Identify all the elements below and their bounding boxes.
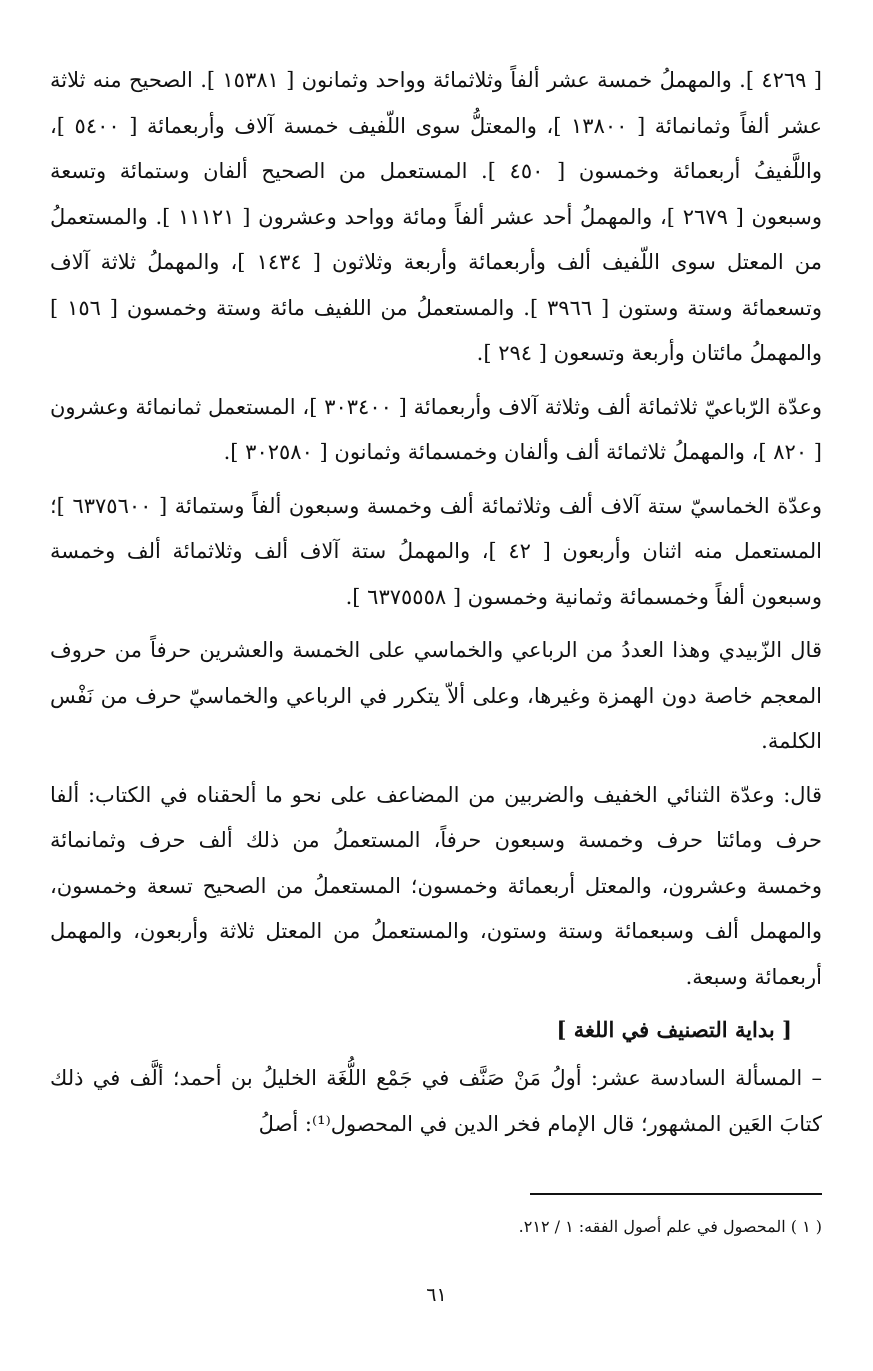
paragraph-counts-thulathi: [ ٤٢٦٩ ]. والمهملُ خمسة عشر ألفاً وثلاثمائة وواحد وثمانون [ ١٥٣٨١ ]. الصحيح منه ثلاثة عشر ألفاً وثمانمائة [ ١٣٨٠٠ ]، والمعتلُّ سوى اللّفيف خمسة آلاف وأربعمائة [ ٥٤٠٠ ]، واللَّفيفُ أربعمائة وخمسون [ ٤٥٠ ]. المستعمل من الصحيح ألفان وستمائة وتسعة وسبعون [ ٢٦٧٩ ]، والمهملُ أحد عشر ألفاً ومائة وواحد وعشرون [ ١١١٢١ ]. والمستعملُ من المعتل سوى اللّفيف ألف وأربعمائة وأربعة وثلاثون [ ١٤٣٤ ]، والمهملُ ثلاثة آلاف وتسعمائة وستة وستون [ ٣٩٦٦ ]. والمستعملُ من اللفيف مائة وستة وخمسون [ ١٥٦ ] والمهملُ مائتان وأربعة وتسعون [ ٢٩٤ ].	[50, 68, 822, 365]
paragraph-counts-khumasi: وعدّة الخماسيّ ستة آلاف ألف وثلاثمائة ألف وخمسة وسبعون ألفاً وستمائة [ ٦٣٧٥٦٠٠ ]؛ المستعمل منه اثنان وأربعون [ ٤٢ ]، والمهملُ ستة آلاف ألف وثلاثمائة ألف وخمسة وسبعون ألفاً وخمسمائة وثمانية وخمسون [ ٦٣٧٥٥٥٨ ].	[50, 493, 823, 609]
footnote-divider	[530, 1193, 822, 1195]
footnote-1: ( ١ ) المحصول في علم أصول الفقه: ١ / ٢١٢.	[518, 1217, 822, 1236]
paragraph-zubaidi-note: قال الزّبيدي وهذا العددُ من الرباعي والخماسي على الخمسة والعشرين حرفاً من حروف المعجم خاصة دون الهمزة وغيرها، وعلى ألاّ يتكرر في الرباعي والخماسيّ حرف من نَفْس الكلمة.	[50, 638, 822, 753]
paragraph-counts-rubai: وعدّة الرّباعيّ ثلاثمائة ألف وثلاثة آلاف وأربعمائة [ ٣٠٣٤٠٠ ]، المستعمل ثمانمائة وعشرون [ ٨٢٠ ]، والمهملُ ثلاثمائة ألف وألفان وخمسمائة وثمانون [ ٣٠٢٥٨٠ ].	[50, 394, 822, 464]
page-body	[50, 58, 822, 1155]
page-number: ٦١	[426, 1284, 447, 1306]
section-heading: [ بداية التصنيف في اللغة ]	[556, 1017, 792, 1042]
paragraph-counts-thunai: قال: وعدّة الثنائي الخفيف والضربين من المضاعف على نحو ما ألحقناه في الكتاب: ألفا حرف ومائتا حرف وخمسة وسبعون حرفاً، المستعملُ من ذلك ألف حرف وثمانمائة وخمسة وعشرون، والمعتل أربعمائة وخمسون؛ المستعملُ من الصحيح تسعة وخمسون، والمهمل ألف وسبعمائة وستة وستون، والمستعملُ من المعتل ثلاثة وأربعون، والمهمل أربعمائة وسبعة.	[50, 782, 822, 989]
paragraph-masala-16: – المسألة السادسة عشر: أولُ مَنْ صَنَّف في جَمْع اللُّغَة الخليلُ بن أحمد؛ ألَّف في ذلك كتابَ العَين المشهور؛ قال الإمام فخر الدين في المحصول⁽¹⁾: أصلُ	[50, 1066, 822, 1136]
